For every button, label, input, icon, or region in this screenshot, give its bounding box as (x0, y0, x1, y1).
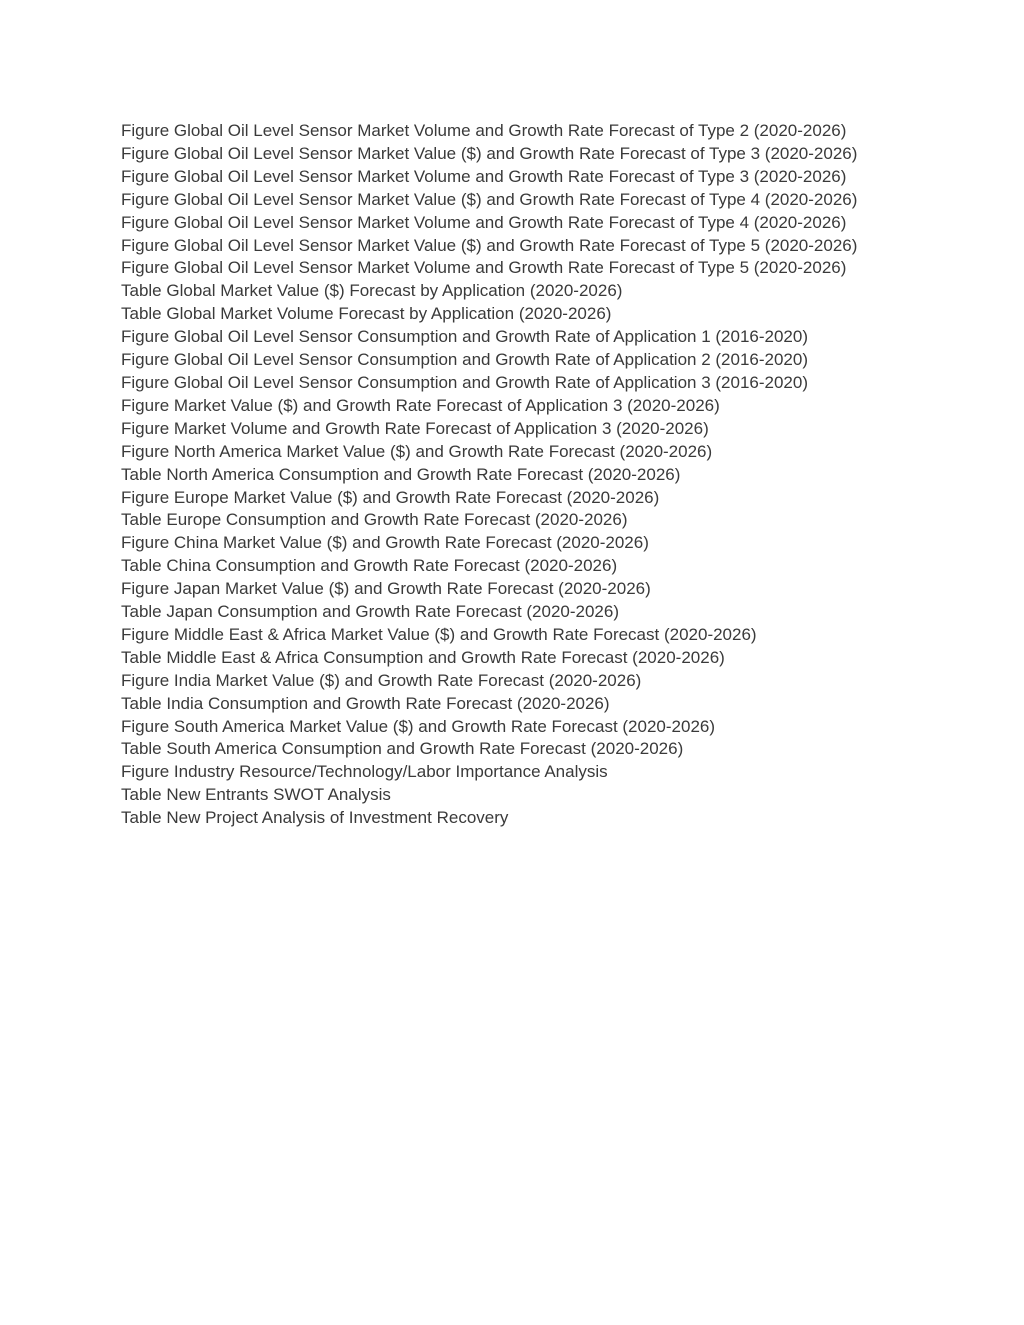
list-entry: Figure Global Oil Level Sensor Market Value ($) and Growth Rate Forecast of Type 3 (2020-2026) (121, 143, 858, 163)
list-entry: Figure Global Oil Level Sensor Market Value ($) and Growth Rate Forecast of Type 5 (2020-2026) (121, 235, 858, 255)
list-entry: Figure Global Oil Level Sensor Consumption and Growth Rate of Application 2 (2016-2020) (121, 350, 808, 370)
list-entry: Figure North America Market Value ($) and Growth Rate Forecast (2020-2026) (121, 441, 713, 461)
list-entry: Table China Consumption and Growth Rate Forecast (2020-2026) (121, 556, 618, 576)
list-entry: Figure Global Oil Level Sensor Market Value ($) and Growth Rate Forecast of Type 4 (2020-2026) (121, 189, 858, 209)
list-entry: Figure China Market Value ($) and Growth Rate Forecast (2020-2026) (121, 533, 649, 553)
list-entry: Figure Market Volume and Growth Rate Forecast of Application 3 (2020-2026) (121, 418, 709, 438)
list-entry: Figure Global Oil Level Sensor Market Volume and Growth Rate Forecast of Type 2 (2020-2026) (121, 121, 847, 140)
list-entry: Table Japan Consumption and Growth Rate Forecast (2020-2026) (121, 602, 620, 622)
list-entry: Figure South America Market Value ($) and Growth Rate Forecast (2020-2026) (121, 716, 716, 736)
list-entry: Figure Japan Market Value ($) and Growth Rate Forecast (2020-2026) (121, 579, 651, 599)
list-entry: Figure Middle East & Africa Market Value ($) and Growth Rate Forecast (2020-2026) (121, 624, 757, 644)
list-entry: Figure Europe Market Value ($) and Growth Rate Forecast (2020-2026) (121, 487, 660, 507)
list-entry: Figure Market Value ($) and Growth Rate Forecast of Application 3 (2020-2026) (121, 395, 720, 415)
list-entry: Figure Global Oil Level Sensor Consumption and Growth Rate of Application 3 (2016-2020) (121, 372, 808, 392)
list-entry: Figure Industry Resource/Technology/Labor Importance Analysis (121, 762, 608, 782)
list-entry: Figure Global Oil Level Sensor Market Volume and Growth Rate Forecast of Type 5 (2020-2026) (121, 258, 847, 278)
list-entry: Table Middle East & Africa Consumption and Growth Rate Forecast (2020-2026) (121, 647, 725, 667)
list-entry: Table Europe Consumption and Growth Rate Forecast (2020-2026) (121, 510, 628, 530)
list-entry: Figure Global Oil Level Sensor Market Volume and Growth Rate Forecast of Type 3 (2020-2026) (121, 166, 847, 186)
list-entry: Table North America Consumption and Growth Rate Forecast (2020-2026) (121, 464, 681, 484)
list-entry: Table Global Market Volume Forecast by Application (2020-2026) (121, 304, 612, 324)
list-entry: Figure Global Oil Level Sensor Consumption and Growth Rate of Application 1 (2016-2020) (121, 327, 808, 347)
list-entry: Table Global Market Value ($) Forecast by Application (2020-2026) (121, 281, 623, 301)
list-entry: Table New Project Analysis of Investment Recovery (121, 808, 509, 828)
list-entry: Figure Global Oil Level Sensor Market Volume and Growth Rate Forecast of Type 4 (2020-2026) (121, 212, 847, 232)
figure-table-list (121, 120, 881, 830)
list-entry: Figure India Market Value ($) and Growth Rate Forecast (2020-2026) (121, 670, 642, 690)
list-entry: Table New Entrants SWOT Analysis (121, 785, 391, 805)
list-entry: Table India Consumption and Growth Rate Forecast (2020-2026) (121, 693, 610, 713)
list-entry: Table South America Consumption and Growth Rate Forecast (2020-2026) (121, 739, 684, 759)
